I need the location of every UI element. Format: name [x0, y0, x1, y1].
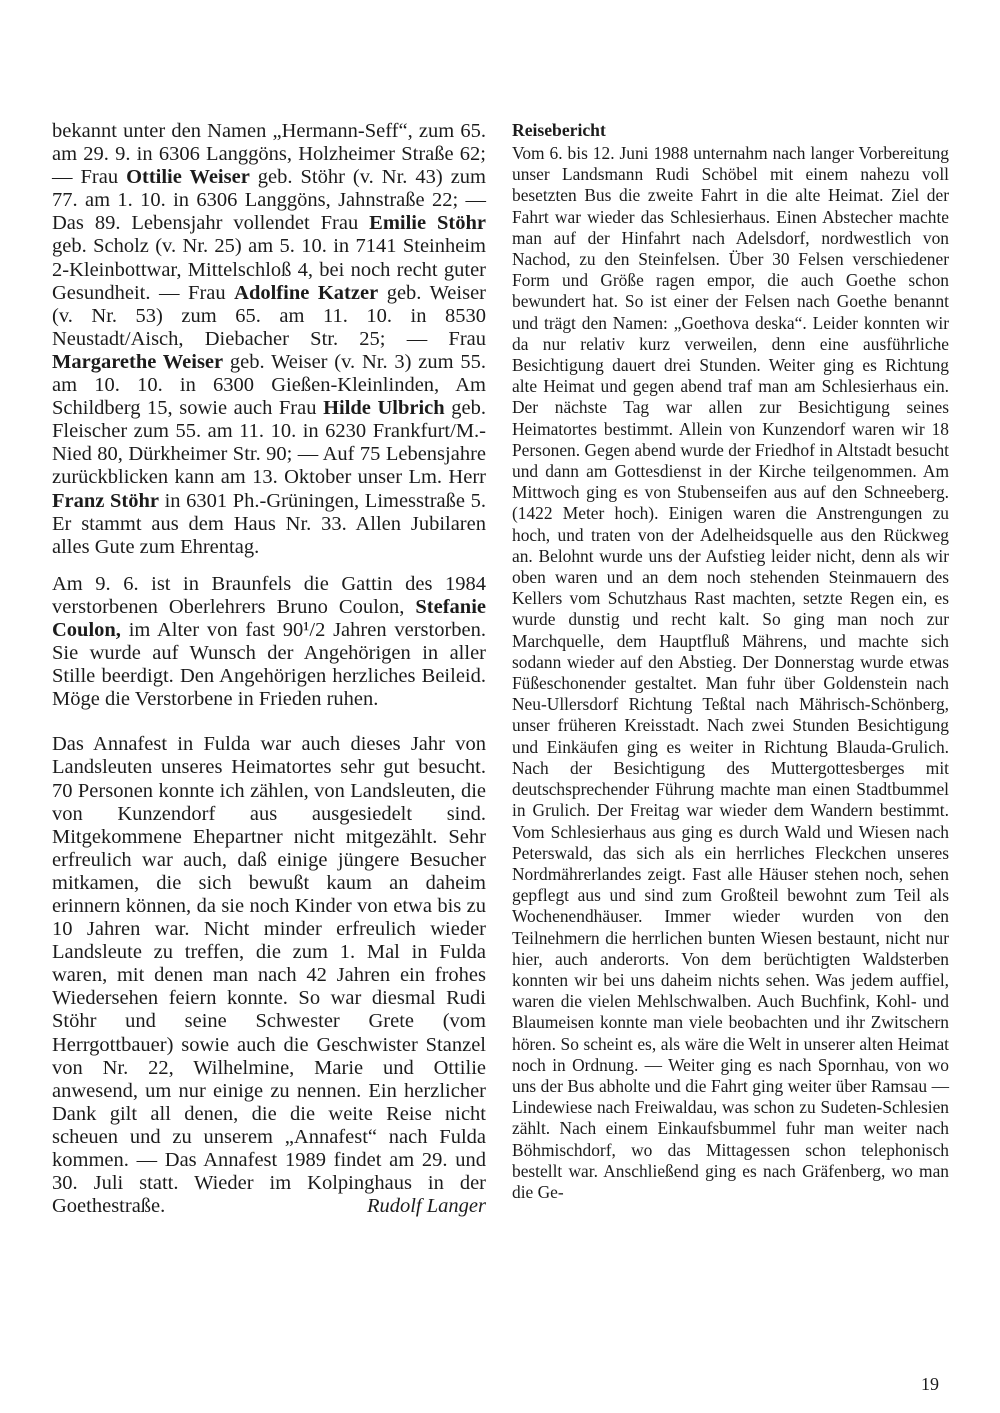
highlighted-name: Franz Stöhr — [52, 489, 159, 512]
author-signature: Rudolf Langer — [366, 1195, 486, 1218]
annafest-report-paragraph — [52, 733, 486, 1218]
left-column — [52, 120, 486, 1218]
obituary-paragraph: Am 9. 6. ist in Braunfels die Gattin des 1984 verstorbenen Oberlehrers Bruno Coulon, Stefanie Coulon, im Alter von fast 90¹/2 Jahren verstorben. Sie wurde auf Wunsch der Angehörigen in aller Stille beerdigt. Den Angehörigen herzliches Beileid. Möge die Verstorbene in Frieden ruhen. — [52, 572, 486, 711]
travel-report-body: Vom 6. bis 12. Juni 1988 unternahm nach langer Vorbereitung unser Landsmann Rudi Schöbel mit einem nahezu voll besetzten Bus die zweite Fahrt in die alte Heimat. Ziel der Fahrt war wieder das Schlesierhaus. Einen Abstecher machte man auf der Hinfahrt nach Adelsdorf, nordwestlich von Nachod, zu den Steinfelsen. Über 30 Felsen verschiedener Form und Größe ragen empor, die auch Goethe schon bewundert hat. So ist einer der Felsen nach Goethe benannt und trägt den Namen: „Goethova deska“. Leider konnten wir da nur relativ kurz verweilen, denn eine ausführliche Besichtigung dauert drei Stunden. Weiter ging es Richtung alte Heimat und gegen abend traf man am Schlesierhaus ein. Der nächste Tag war allen zur Besichtigung seines Heimatortes bestimmt. Allein von Kunzendorf waren wir 18 Personen. Gegen abend wurde der Friedhof in Altstadt besucht und dann am Gottesdienst in der Kirche teilgenommen. Am Mittwoch ging es von Stubenseifen aus auf den Schneeberg. (1422 Meter hoch). Einigen waren die Anstrengungen zu hoch, und traten von der Adelheidsquelle aus den Rückweg an. Belohnt wurde uns der Aufstieg leider nicht, denn als wir oben waren und an dem noch stehenden Steinmauern des Kellers vom Schutzhaus Rast machten, setzte Regen ein, es wurde dunstig und recht kalt. So ging man noch zur Marchquelle, dem Hauptfluß Mährens, und machte sich sodann wieder auf den Abstieg. Der Donnerstag wurde etwas Füßeschonender gestaltet. Man fuhr über Goldenstein nach Neu-Ullersdorf Richtung Teßtal nach Mährisch-Schönberg, unser früheren Kreisstadt. Nach zwei Stunden Besichtigung und Einkäufen ging es weiter in Richtung Blauda-Grulich. Nach der Besichtigung des Muttergottesberges mit deutschsprechender Führung machte man einen Stadtbummel in Grulich. Der Freitag war wieder dem Wandern bestimmt. Vom Schlesierhaus aus ging es durch Wald und Wiesen nach Peterswald, das sich als ein herrliches Fleckchen unseres Nordmährerlandes zeigt. Fast alle Häuser stehen noch, sehen gepflegt aus und sind zum Großteil bewohnt zum Teil als Wochenendhäuser. Immer wieder wurden von den Teilnehmern die herrlichen bunten Wiesen bestaunt, nicht nur hier, auch anderorts. Von dem berüchtigten Waldsterben konnten wir bei uns daheim nichts sehen. Was jedem auffiel, waren die vielen Mehlschwalben. Auch Buchfink, Kohl- und Blaumeisen konnte man viele beobachten und ihr Zwitschern hören. So scheint es, als wäre die Welt in unserer alten Heimat noch in Ordnung. — Weiter ging es nach Spornhau, von wo uns der Bus abholte und die Fahrt ging weiter über Ramsau — Lindewiese nach Freiwaldau, was schon zu Sudeten-Schlesien zählt. Nach einem Einkaufsbummel fuhr man weiter nach Böhmischdorf, wo das Mittagessen schon telephonisch bestellt war. Anschließend ging es nach Gräfenberg, wo man die Ge- — [512, 143, 949, 1202]
highlighted-name: Ottilie Weiser — [126, 166, 250, 189]
highlighted-name: Hilde Ulbrich — [323, 397, 445, 420]
highlighted-name: Stefanie Coulon, — [52, 595, 486, 641]
highlighted-name: Margarethe Weiser — [52, 350, 224, 373]
right-column — [512, 120, 949, 1203]
highlighted-name: Adolfine Katzer — [234, 281, 379, 304]
highlighted-name: Emilie Stöhr — [369, 212, 486, 235]
page-number: 19 — [921, 1374, 939, 1394]
birthday-announcements-paragraph: bekannt unter den Namen „Hermann-Seff“, zum 65. am 29. 9. in 6306 Langgöns, Holzheimer Straße 62; — Frau Ottilie Weiser geb. Stöhr (v. Nr. 43) zum 77. am 1. 10. in 6306 Langgöns, Jahnstraße 22; — Das 89. Lebensjahr vollendet Frau Emilie Stöhr geb. Scholz (v. Nr. 25) am 5. 10. in 7141 Steinheim 2-Kleinbottwar, Mittelschloß 4, bei noch recht guter Gesundheit. — Frau Adolfine Katzer geb. Weiser (v. Nr. 53) zum 65. am 11. 10. in 8530 Neustadt/Aisch, Diebacher Str. 25; — Frau Margarethe Weiser geb. Weiser (v. Nr. 3) zum 55. am 10. 10. in 6300 Gießen-Kleinlinden, Am Schildberg 15, sowie auch Frau Hilde Ulbrich geb. Fleischer zum 55. am 11. 10. in 6230 Frankfurt/M.-Nied 80, Dürkheimer Str. 90; — Auf 75 Lebensjahre zurückblicken kann am 13. Oktober unser Lm. Herr Franz Stöhr in 6301 Ph.-Grüningen, Limesstraße 5. Er stammt aus dem Haus Nr. 33. Allen Jubilaren alles Gute zum Ehrentag. — [52, 120, 487, 558]
travel-report-heading: Reisebericht — [512, 120, 606, 140]
annafest-report-text: Das Annafest in Fulda war auch dieses Jahr von Landsleuten unseres Heimatortes sehr gut besucht. 70 Personen konnte ich zählen, von Landsleuten, die von Kunzendorf aus ausgesiedelt sind. Mitgekommene Ehepartner nicht mitgezählt. Sehr erfreulich war auch, daß einige jüngere Besucher mitkamen, die sich bewußt kaum an daheim erinnern können, da sie noch Kinder von etwa bis zu 10 Jahren war. Nicht minder erfreulich wieder Landsleute zu treffen, die zum 1. Mal in Fulda waren, mit denen man nach 42 Jahren ein frohes Wiedersehen feiern konnte. So war diesmal Rudi Stöhr und seine Schwester Grete (vom Herrgottbauer) sowie auch die Geschwister Stanzel von Nr. 22, Wilhelmine, Marie und Ottilie anwesend, um nur einige zu nennen. Ein herzlicher Dank gilt all denen, die die weite Reise nicht scheuen und zu unserem „Annafest“ nach Fulda kommen. — Das Annafest 1989 findet am 29. und 30. Juli statt. Wieder im Kolpinghaus in der Goethestraße. — [52, 733, 486, 1218]
